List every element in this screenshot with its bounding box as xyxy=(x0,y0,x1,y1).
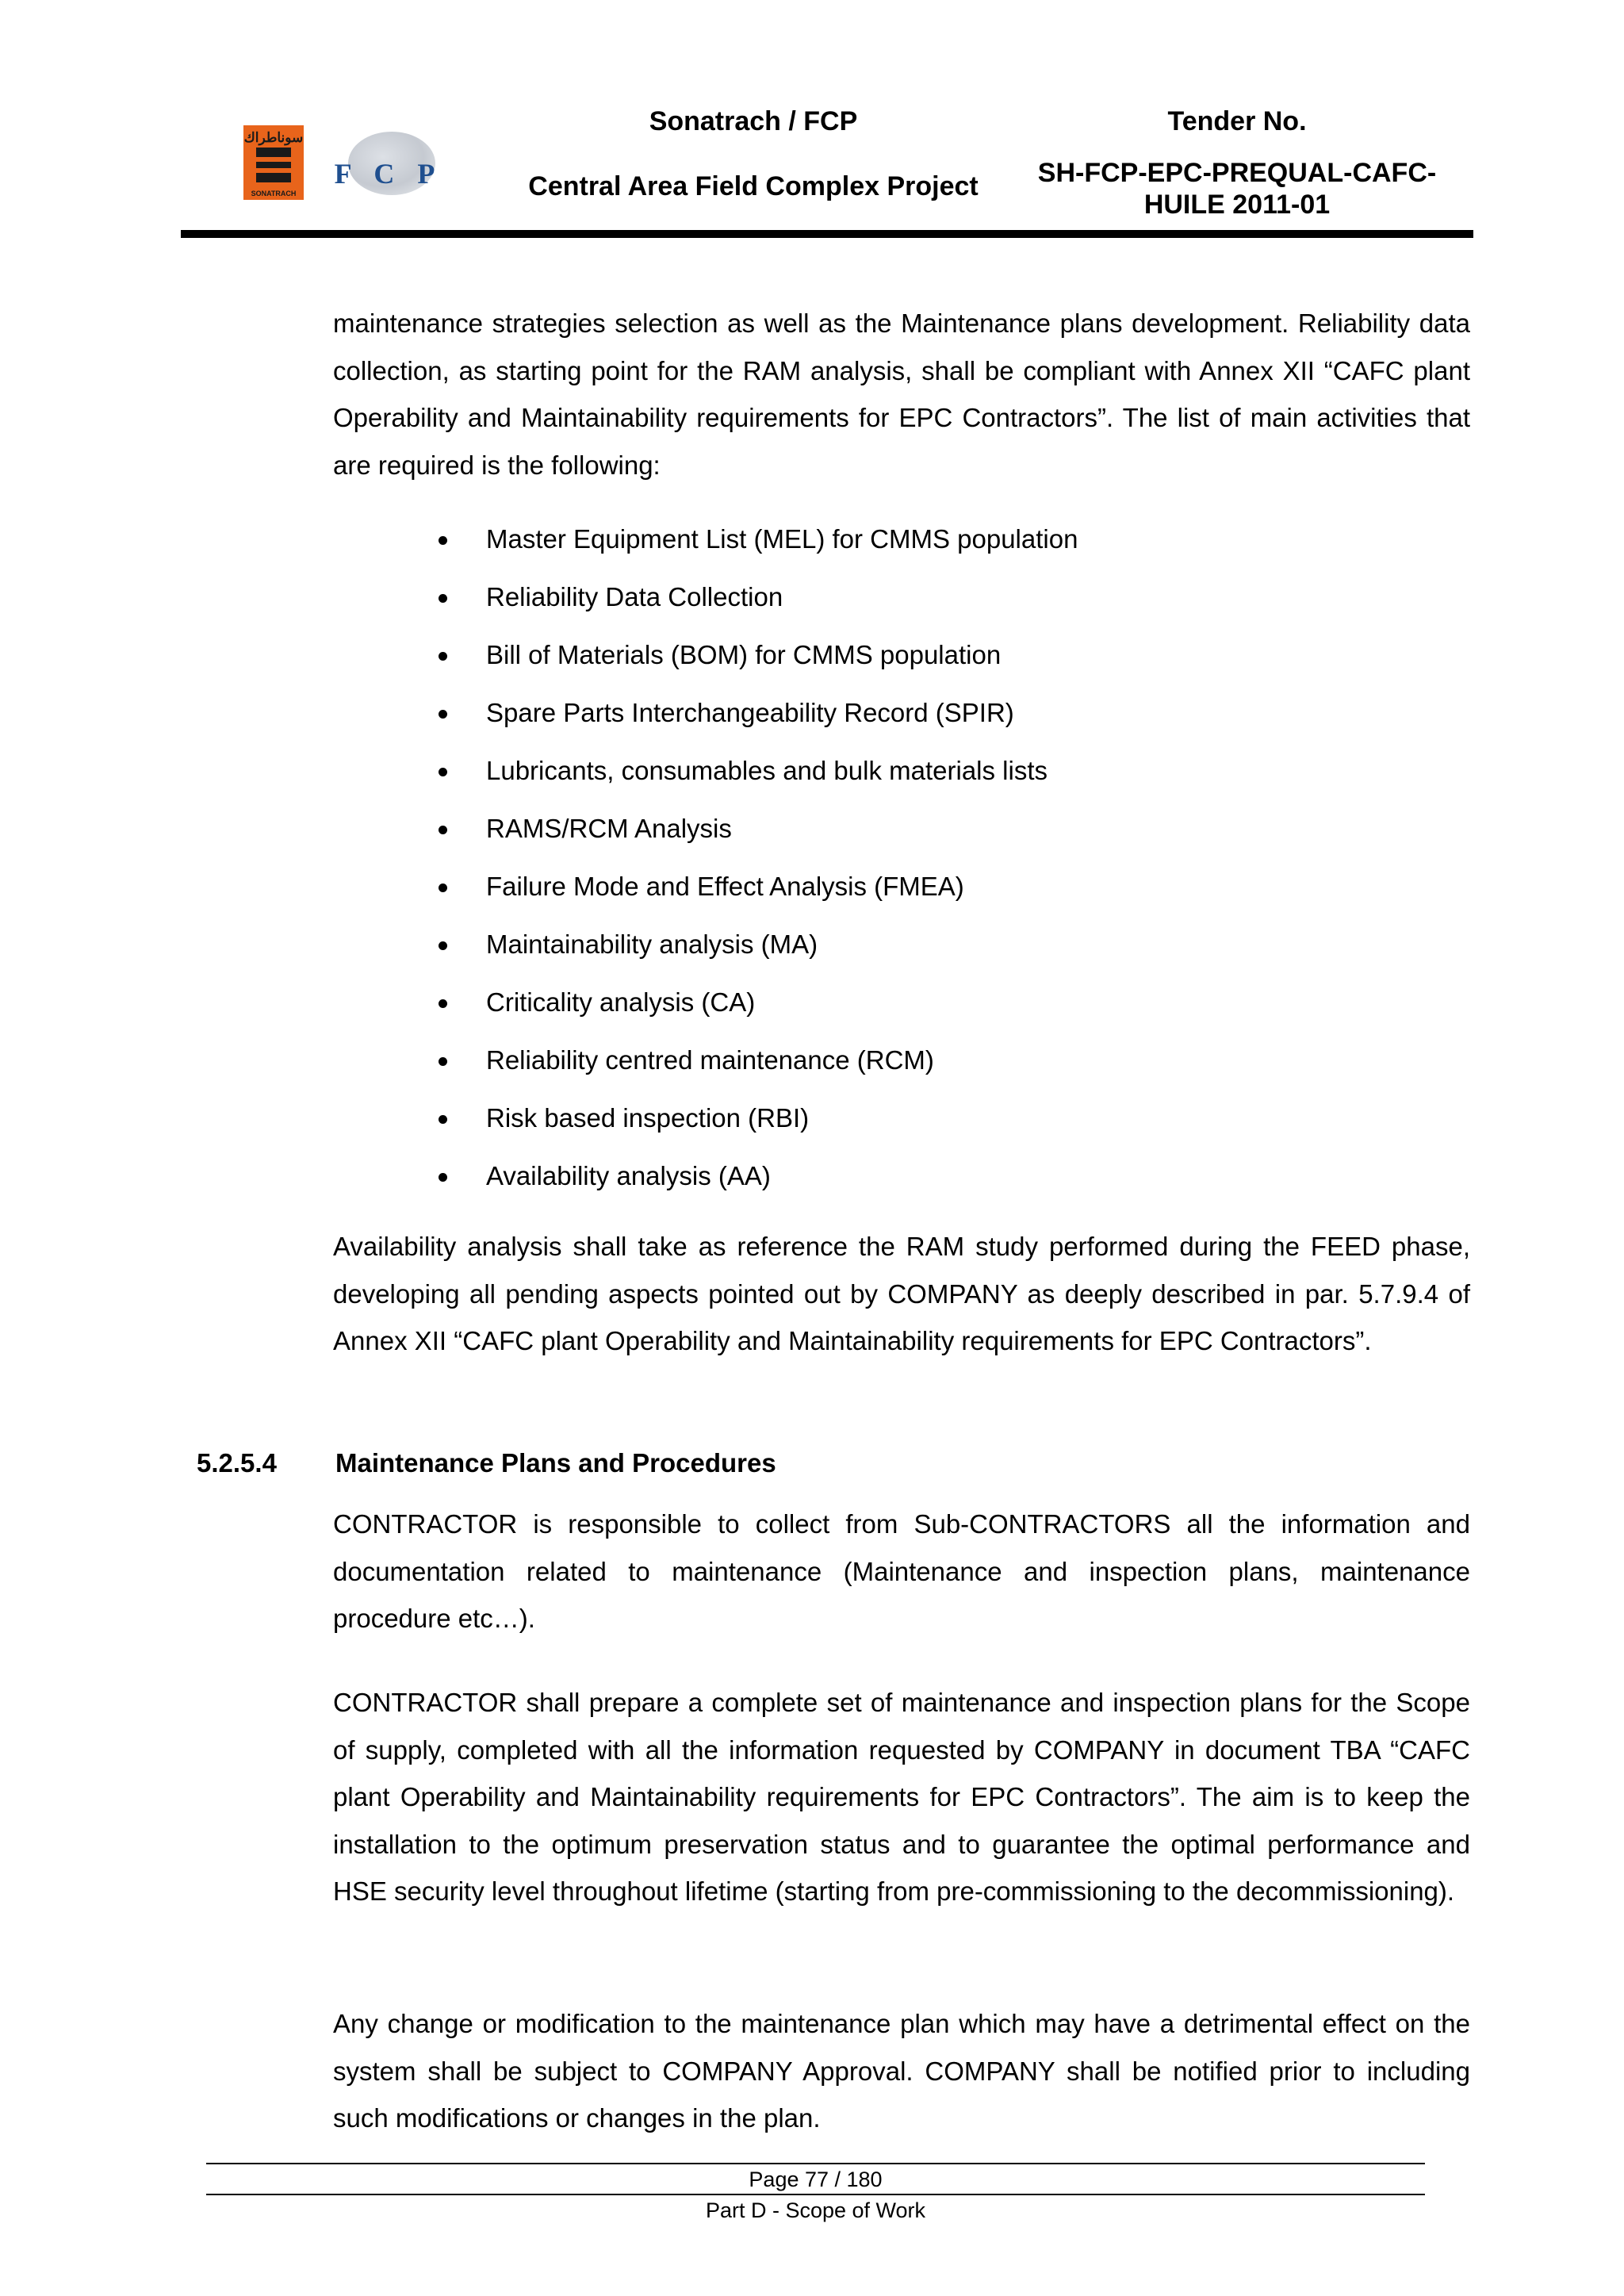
list-item xyxy=(333,1091,1470,1148)
footer-rule-bottom xyxy=(206,2194,1425,2195)
bullet-icon xyxy=(439,941,447,950)
bullet-icon xyxy=(439,1057,447,1066)
list-item xyxy=(333,1033,1470,1091)
bullet-icon xyxy=(439,594,447,603)
sonatrach-logo-name: SONATRACH xyxy=(251,190,297,197)
list-item xyxy=(333,743,1470,801)
list-item xyxy=(333,685,1470,743)
bullet-icon xyxy=(439,710,447,719)
sonatrach-logo xyxy=(243,125,304,200)
footer-page-number: Page 77 / 180 xyxy=(749,2168,883,2191)
list-item-text: Maintainability analysis (MA) xyxy=(486,930,818,959)
contractor-prepare-paragraph: CONTRACTOR shall prepare a complete set of maintenance and inspection plans for the Scope of supply, completed with all the information requested by COMPANY in document TBA “CAFC plant Operability and Maintainability requirements for EPC Contractors”. The aim is to keep the installation to the optimum preservation status and to guarantee the optimal performance and HSE security level throughout lifetime (starting from pre-commissioning to the decommissioning). xyxy=(333,1688,1470,1906)
header-tender-label: Tender No. xyxy=(1167,106,1307,136)
list-item xyxy=(333,569,1470,627)
list-item xyxy=(333,859,1470,917)
footer-part: Part D - Scope of Work xyxy=(705,2198,926,2222)
bullet-icon xyxy=(439,1115,447,1124)
bullet-icon xyxy=(439,1173,447,1182)
fcp-logo-letters: F C P xyxy=(334,158,443,190)
list-item-text: Lubricants, consumables and bulk materials lists xyxy=(486,756,1048,785)
bullet-icon xyxy=(439,536,447,545)
header-tender-number xyxy=(1015,157,1459,220)
list-item xyxy=(333,627,1470,685)
tender-number-line1: SH-FCP-EPC-PREQUAL-CAFC- xyxy=(1037,158,1437,188)
footer-rule-top xyxy=(206,2163,1425,2164)
list-item-text: Availability analysis (AA) xyxy=(486,1161,771,1190)
tender-number-line2: HUILE 2011-01 xyxy=(1143,190,1331,220)
header-rule xyxy=(181,230,1473,238)
list-item-text: Bill of Materials (BOM) for CMMS population xyxy=(486,640,1002,669)
bullet-icon xyxy=(439,999,447,1008)
header-company: Sonatrach / FCP xyxy=(649,106,858,136)
fcp-logo xyxy=(329,128,448,201)
change-modification-paragraph: Any change or modification to the maintenance plan which may have a detrimental effect on the system shall be subject to COMPANY Approval. COMPANY shall be notified prior to including such modifications or changes in the plan. xyxy=(333,2009,1470,2133)
list-item xyxy=(333,975,1470,1033)
availability-paragraph: Availability analysis shall take as reference the RAM study performed during the FEED phase, developing all pending aspects pointed out by COMPANY as deeply described in par. 5.7.9.4 of Annex XII “CAFC plant Operability and Maintainability requirements for EPC Contractors”. xyxy=(333,1232,1470,1355)
bullet-icon xyxy=(439,826,447,834)
activities-list xyxy=(333,512,1470,1206)
list-item xyxy=(333,512,1470,569)
list-item-text: Master Equipment List (MEL) for CMMS population xyxy=(486,524,1078,554)
intro-paragraph: maintenance strategies selection as well as the Maintenance plans development. Reliability data collection, as starting point for the RAM analysis, shall be compliant with Annex XII “CAFC plant Operability and Maintainability requirements for EPC Contractors”. The list of main activities that are required is the following: xyxy=(333,309,1470,480)
list-item-text: Failure Mode and Effect Analysis (FMEA) xyxy=(486,872,964,901)
list-item-text: Criticality analysis (CA) xyxy=(486,987,756,1017)
list-item-text: Spare Parts Interchangeability Record (SPIR) xyxy=(486,698,1014,727)
list-item-text: Reliability centred maintenance (RCM) xyxy=(486,1045,934,1075)
bullet-icon xyxy=(439,652,447,661)
list-item-text: Risk based inspection (RBI) xyxy=(486,1103,810,1133)
section-number: 5.2.5.4 xyxy=(197,1448,277,1478)
section-title: Maintenance Plans and Procedures xyxy=(335,1448,776,1478)
header-project: Central Area Field Complex Project xyxy=(528,171,979,201)
list-item xyxy=(333,1148,1470,1206)
list-item-text: Reliability Data Collection xyxy=(486,582,783,611)
list-item-text: RAMS/RCM Analysis xyxy=(486,814,732,843)
list-item xyxy=(333,801,1470,859)
list-item xyxy=(333,917,1470,975)
bullet-icon xyxy=(439,884,447,892)
sonatrach-logo-mark xyxy=(256,148,291,182)
bullet-icon xyxy=(439,768,447,776)
sonatrach-logo-arabic: سوناطراك xyxy=(243,130,304,145)
contractor-collect-paragraph: CONTRACTOR is responsible to collect from Sub-CONTRACTORS all the information and documentation related to maintenance (Maintenance and inspection plans, maintenance procedure etc…). xyxy=(333,1509,1470,1633)
